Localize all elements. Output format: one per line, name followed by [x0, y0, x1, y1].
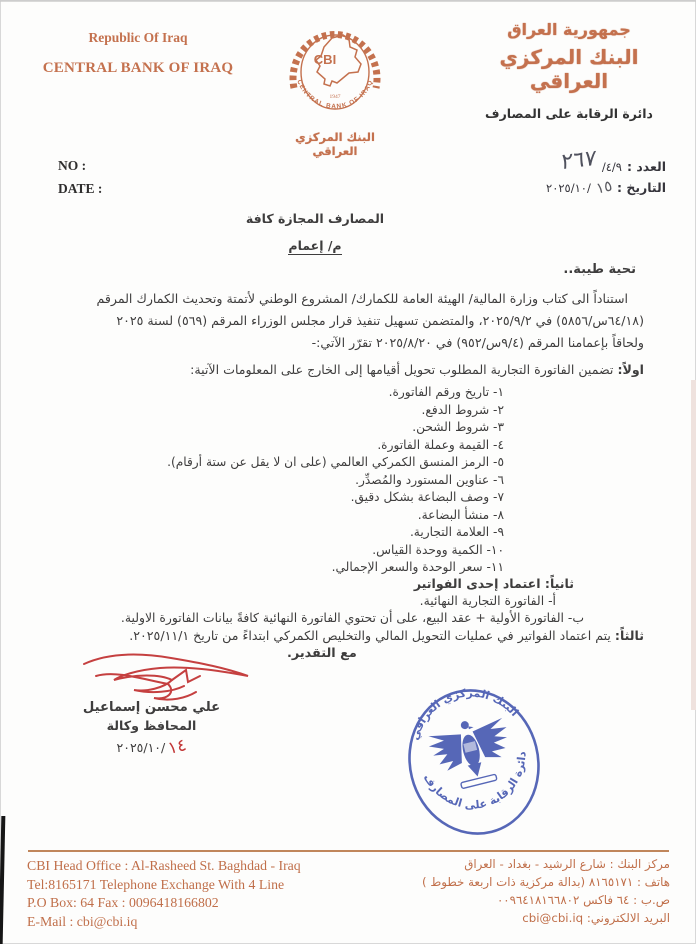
- list-item: ٧- وصف البضاعة بشكل دقيق.: [350, 490, 504, 504]
- second-title: اعتماد إحدى الفواتير: [413, 576, 545, 591]
- second-item-b: ب- الفاتورة الأولية + عقد البيع، على أن تحتوي الفاتورة النهائية كافةً بيانات الفاتورة الاولية.: [120, 610, 584, 625]
- number-handwritten: ٢٦٧: [560, 145, 598, 176]
- list-item: ٩- العلامة التجارية.: [409, 525, 504, 539]
- paragraph-line-3: ولحاقاً بإعمامنا المرقم (٩/٤س/٩٥٢) في ٢٠٢٥/٨/٢٠ تقرّر الآتي:-: [311, 335, 644, 350]
- founding-year: 1947: [329, 94, 341, 100]
- footer-en-pobox-fax: P.O Box: 64 Fax : 0096418166802: [27, 895, 219, 911]
- scan-edge-left: [0, 816, 5, 944]
- list-item: ٣- شروط الشحن.: [412, 420, 504, 434]
- signature-date-printed: ٢٠٢٥/١٠/: [116, 740, 166, 755]
- seal-ring-text: CENTRAL BANK OF IRAQ: [295, 78, 375, 111]
- stamp-bottom-text: دائرة الرقابة على المصارف: [420, 751, 529, 812]
- list-item: ٤- القيمة وعملة الفاتورة.: [377, 437, 504, 452]
- list-item: ٦- عناوين المستورد والمُصدِّر.: [355, 472, 504, 487]
- signature-date: [64, 737, 239, 757]
- footer-en-email: E-Mail : cbi@cbi.iq: [27, 913, 138, 929]
- footer-en-address: CBI Head Office : Al-Rasheed St. Baghdad - Iraq: [27, 858, 301, 873]
- footer-en-phone: Tel:8165171 Telephone Exchange With 4 Line: [27, 876, 285, 892]
- signature-block: [64, 700, 239, 757]
- scan-edge-top: [0, 0, 696, 2]
- third-label: ثالثاً:: [614, 628, 644, 643]
- bank-stamp-icon: [398, 680, 550, 840]
- republic-of-iraq-label: Republic Of Iraq: [88, 30, 188, 45]
- invoice-requirements-list: [167, 384, 504, 577]
- central-bank-arabic: البنك المركزي العراقي: [499, 45, 639, 93]
- cbi-seal-icon: [285, 22, 385, 124]
- date-label-en: DATE :: [58, 181, 103, 196]
- footer-ar-address: مركز البنك : شارع الرشيد - بغداد - العراق: [464, 857, 670, 871]
- addressee-line: المصارف المجازة كافة: [245, 211, 385, 226]
- section-third-heading: [129, 628, 644, 643]
- number-label: العدد :: [626, 159, 666, 174]
- header-arabic: [464, 20, 674, 121]
- date-printed: ٢٠٢٥/١٠/: [546, 181, 591, 195]
- signatory-name: علي محسن إسماعيل: [82, 700, 221, 715]
- section-first-heading: [190, 362, 644, 377]
- signature-day-handwritten: ١٤: [166, 735, 189, 759]
- list-item: ١١- سعر الوحدة والسعر الإجمالي.: [331, 560, 504, 574]
- logo-arabic-name: البنك المركزي العراقي: [295, 130, 375, 158]
- footer-ar-phone: هاتف : ٨١٦٥١٧١ (بدالة مركزية ذات اربعة خطوط ): [422, 875, 670, 889]
- stamp-top-text: البنك المركزي العراقي: [408, 686, 522, 742]
- footer-arabic: [422, 855, 670, 927]
- greeting-line: تحية طيبة..: [563, 262, 636, 277]
- header-english: [28, 30, 248, 77]
- list-item: ٥- الرمز المنسق الكمركي العالمي (على ان لا يقل عن ستة أرقام).: [167, 455, 504, 469]
- footer-ar-email: البريد الالكتروني: cbi@cbi.iq: [522, 911, 670, 925]
- central-bank-label: CENTRAL BANK OF IRAQ: [42, 60, 234, 76]
- date-label: التاريخ :: [616, 180, 666, 195]
- third-text: يتم اعتماد الفواتير في عمليات التحويل المالي والتخليص الكمركي ابتداءً من تاريخ ٢٠٢٥/١١/١.: [129, 628, 615, 643]
- list-item: ٨- منشأ البضاعة.: [417, 507, 504, 522]
- ref-number-row: [560, 145, 666, 177]
- list-item: ١٠- الكمية ووحدة القياس.: [372, 542, 504, 557]
- republic-of-iraq-arabic: جمهورية العراق: [507, 20, 631, 39]
- paragraph-line-2: (٦٤/١٨س/٥٨٥٦) في ٢٠٢٥/٩/٢، والمتضمن تسهيل تنفيذ قرار مجلس الوزراء المرقم (٥٦٩) لسنة ٢٠٢٥: [116, 313, 644, 328]
- cbi-logo: [283, 22, 387, 158]
- list-item: ٢- شروط الدفع.: [421, 402, 504, 417]
- ref-date-row: [546, 178, 666, 196]
- section-second-heading: [414, 576, 574, 591]
- no-label-en: NO :: [58, 158, 87, 173]
- subject-line: [0, 238, 630, 253]
- closing-line: مع التقدير.: [287, 646, 357, 661]
- signatory-title: المحافظ وكالة: [106, 718, 197, 733]
- eagle-emblem: [425, 712, 518, 794]
- first-text: تضمين الفاتورة التجارية المطلوب تحويل أقيامها إلى الخارج على المعلومات الآتية:: [190, 362, 618, 377]
- scan-edge-right: [691, 380, 696, 710]
- second-label: ثانياً:: [544, 576, 574, 591]
- opening-paragraph: [96, 288, 644, 354]
- paragraph-line-1: استناداً الى كتاب وزارة المالية/ الهيئة العامة للكمارك/ المشروع الوطني لأتمتة وتحديث الكمارك المرقم: [96, 291, 628, 306]
- footer-english: [27, 857, 301, 931]
- first-label: اولاً:: [617, 362, 644, 377]
- footer-divider: [28, 850, 669, 852]
- cbi-monogram: CBI: [313, 52, 337, 67]
- list-item: ١- تاريخ ورقم الفاتورة.: [388, 385, 504, 399]
- banking-supervision-dept: دائرة الرقابة على المصارف: [485, 106, 653, 121]
- footer-ar-pobox-fax: ص.ب : ٦٤ فاكس ٠٠٩٦٤١٨١٦٦٨٠٢: [496, 893, 670, 907]
- number-printed: /٤/٩: [601, 160, 622, 174]
- second-item-a: أ- الفاتورة التجارية النهائية.: [419, 593, 556, 608]
- subject-text: م/ إعمام: [288, 238, 342, 253]
- date-day-handwritten: ١٥: [594, 176, 614, 198]
- signature-scribble-icon: [76, 650, 266, 706]
